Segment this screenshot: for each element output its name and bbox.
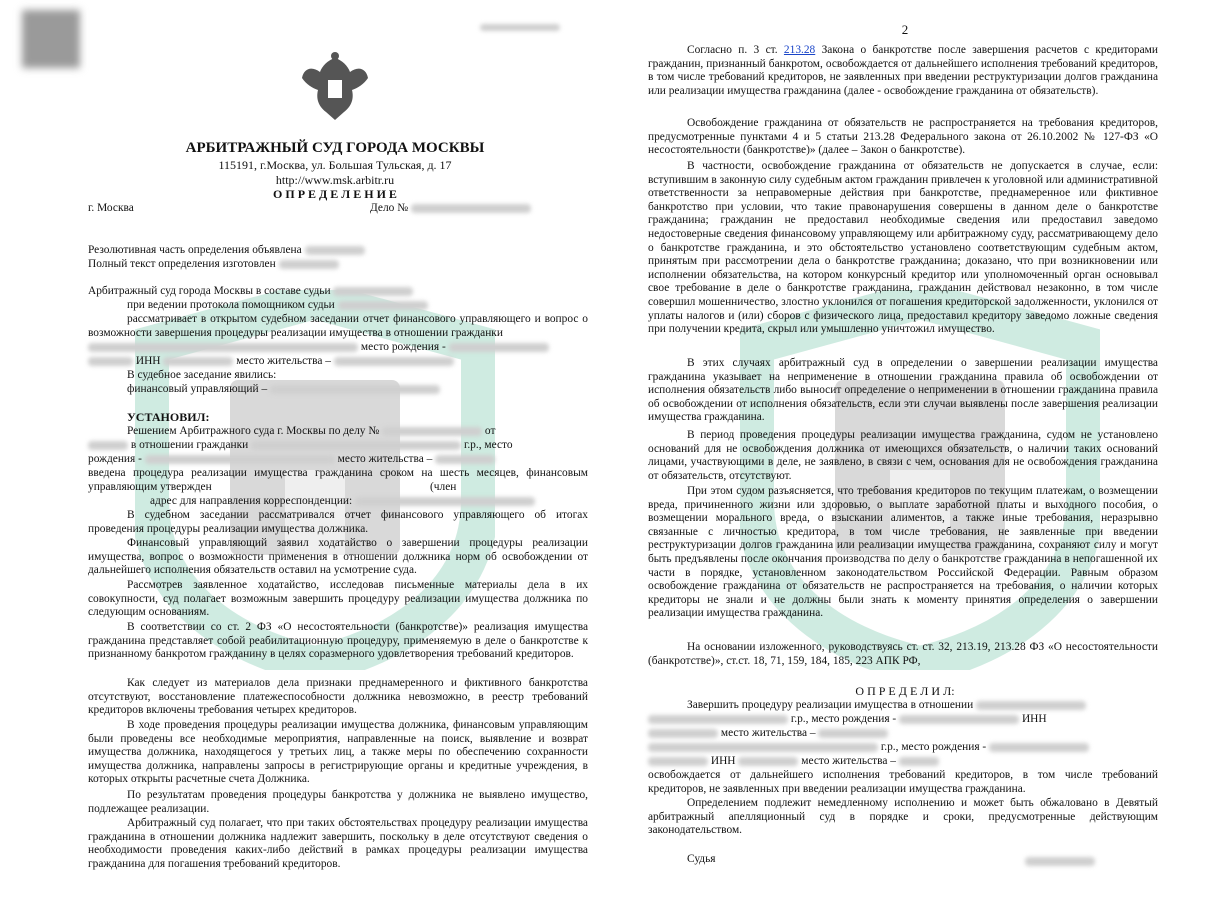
appeared: В судебное заседание явились: <box>127 369 277 381</box>
decision-a: Решением Арбитражного суда г. Москвы по делу № <box>127 425 380 437</box>
left-paragraph-5: Как следует из материалов дела признаки преднамеренного и фиктивного банкротства отсутствуют, восстановление платежеспособности должника невозможно, в реестр требований кредиторов включены требования четырех кредиторов. <box>88 677 588 717</box>
case-number-label <box>370 202 531 216</box>
decision-member: (член <box>430 481 457 493</box>
birthplace-line <box>88 341 588 355</box>
finish-b: г.р., место рождения - <box>790 713 897 725</box>
decision-line-1 <box>88 425 588 439</box>
right-paragraph-6: На основании изложенного, руководствуясь ст. ст. 32, 213.19, 213.28 ФЗ «О несостоятельности (банкротстве)», ст.ст. 18, 71, 159, 184, 185, 223 АПК РФ, <box>648 641 1158 667</box>
document-type: О П Р Е Д Е Л Е Н И Е <box>273 187 397 201</box>
court-composition: Арбитражный суд города Москвы в составе судьи <box>88 285 331 297</box>
left-paragraph-3: Рассмотрев заявленное ходатайство, исследовав письменные материалы дела в их совокупности, суд полагает возможным завершить процедуру реализации имущества должника по следующим основаниям. <box>88 579 588 619</box>
judge-label: Судья <box>687 853 716 865</box>
protocol-line <box>127 299 428 313</box>
law-article-link[interactable]: 213.28 <box>783 44 816 56</box>
p1-post: Закона о банкротстве после завершения расчетов с кредиторами гражданин, признанный банкротом, освобождается от дальнейшего исполнения требований кредиторов, в том числе требований кредиторов, не заявленных при введении реструктуризации долгов гражданина или реализации имущества гражданина (далее - освобождение гражданина от обязательств). <box>648 44 1158 97</box>
decided-heading: О П Р Е Д Е Л И Л: <box>855 684 955 698</box>
qr-code-icon <box>22 10 80 68</box>
court-address: 115191, г.Москва, ул. Большая Тульская, д. 17 <box>218 158 452 172</box>
considering-paragraph: рассматривает в открытом судебном заседании отчет финансового управляющего и вопрос о возможности завершения процедуры реализации имущества в отношении гражданки <box>88 313 588 339</box>
composition-line <box>88 285 413 299</box>
right-paragraph-5: При этом судом разъясняется, что требования кредиторов по текущим платежам, о возмещении вреда, причиненного жизни или здоровью, о выплате заработной платы и выходного пособия, о возмещении морального вреда, о взыскании алиментов, а также иные требования, неразрывно связанные с личностью кредитора, в том числе требования, не заявленные при введении реструктуризации долгов гражданина или реализации имущества гражданина, сохраняют силу и могут быть предъявлены после окончания производства по делу о банкротстве гражданина в непогашенной их части в порядке, установленном законодательством Российской Федерации. Равным образом освобождение гражданина от обязательств не распространяется на требования, о наличии которых кредиторы не знали и не должны были знать к моменту принятия определения о завершении реализации имущества гражданина. <box>648 485 1158 620</box>
decision-g: адрес для направления корреспонденции: <box>150 495 353 507</box>
right-paragraph-0 <box>648 44 1158 98</box>
fin-manager: финансовый управляющий – <box>127 383 268 395</box>
case-label: Дело № <box>370 202 409 214</box>
fin-manager-line <box>127 383 440 397</box>
right-paragraph-2: В частности, освобождение гражданина от обязательств не допускается в случае, если: вступившим в законную силу судебным актом гражданин привлечен к уголовной или административной ответственности за неправомерные действия при банкротстве, преднамеренное или фиктивное банкротство при условии, что такие правонарушения совершены в данном деле о банкротстве гражданина; гражданин не предоставил необходимые сведения или предоставил заведомо недостоверные сведения финансовому управляющему или арбитражному суду, рассматривающему дело о банкротстве гражданина, и это обстоятельство установлено соответствующим судебным актом, принятым при рассмотрении дела о банкротстве гражданина; доказано, что при возникновении или исполнении обязательства, на котором конкурсный кредитор или уполномоченный орган основывал свое требование в деле о банкротстве гражданина, гражданин действовал незаконно, в том числе совершил мошенничество, злостно уклонился от погашения кредиторской задолженности, уклонился от уплаты налогов и (или) сборов с физического лица, предоставил кредитору заведомо ложные сведения при получении кредита, скрыл или умышленно уничтожил имущество. <box>648 160 1158 336</box>
decision-b: в отношении гражданки <box>130 439 249 451</box>
decision-c: г.р., место <box>463 439 513 451</box>
decision-line-3 <box>88 453 588 467</box>
left-paragraph-4: В соответствии со ст. 2 ФЗ «О несостоятельности (банкротстве)» реализация имущества гражданина представляет собой реабилитационную процедуру, применяемую в деле о банкротстве к признанному банкротом гражданину в целях соразмерного удовлетворения требований кредиторов. <box>88 621 588 661</box>
left-paragraph-8: Арбитражный суд полагает, что при таких обстоятельствах процедуру реализации имущества гражданина в отношении должника надлежит завершить, поскольку в деле отсутствуют сведения о необходимости проведения каких-либо действий в рамках процедуры реализации имущества гражданина для погашения требований кредиторов. <box>88 817 588 870</box>
residence-label: место жительства – <box>236 355 331 367</box>
finish-f: место жительства – <box>801 755 896 767</box>
finish-line-4 <box>648 741 1158 755</box>
resolution-line <box>88 244 365 258</box>
decision-e: место жительства – <box>337 453 433 465</box>
finish-line-5 <box>648 755 1158 769</box>
finish-g: освобождается от дальнейшего исполнения требований кредиторов, в том числе требований кредиторов, не заявленных при введении реализации имущества гражданина. <box>648 769 1158 795</box>
decision-address-line <box>150 495 535 509</box>
established-heading: УСТАНОВИЛ: <box>127 410 210 424</box>
right-paragraph-3: В этих случаях арбитражный суд в определении о завершении реализации имущества гражданина указывает на неприменение в отношении гражданина правила об освобождении от исполнения обязательств либо выносит определение о неприменении в отношении гражданина правила об освобождении от исполнения обязательств, если эти случаи выявлены после завершения реализации имущества гражданина. <box>648 357 1158 424</box>
protocol: при ведении протокола помощником судьи <box>127 299 335 311</box>
court-website: http://www.msk.arbitr.ru <box>275 173 395 187</box>
finish-d: г.р., место рождения - <box>880 741 987 753</box>
page-number: 2 <box>901 22 909 37</box>
right-paragraph-1: Освобождение гражданина от обязательств не распространяется на требования кредиторов, предусмотренные пунктами 4 и 5 статьи 213.28 Федерального закона от 26.10.2002 № 127-ФЗ «О несостоятельности (банкротстве)» (далее – Закон о банкротстве). <box>648 117 1158 157</box>
finish-line-3 <box>648 727 1158 741</box>
left-paragraph-2: Финансовый управляющий заявил ходатайство о завершении процедуры реализации имущества, вопрос о возможности применения в отношении должника норм об освобождении от дальнейшего исполнения обязательств оставил на усмотрение суда. <box>88 537 588 577</box>
city: г. Москва <box>88 202 134 214</box>
birthplace-label: место рождения - <box>360 341 446 353</box>
decision-line-2 <box>88 439 588 453</box>
p1-pre: Согласно п. 3 ст. <box>687 44 778 56</box>
left-paragraph-6: В ходе проведения процедуры реализации имущества должника, финансовым управляющим были проведены все необходимые мероприятия, направленные на поиск, выявление и возврат имущества должника, находящегося у третьих лиц, а также меры по обеспечению сохранности имущества должника, направлены запросы в регистрирующие органы и кредитные учреждения, в которых открыты расчетные счета Должника. <box>88 719 588 786</box>
finish-a: Завершить процедуру реализации имущества в отношении <box>687 699 974 711</box>
resolution-announced: Резолютивная часть определения объявлена <box>88 244 302 256</box>
inn-label: ИНН <box>135 355 161 367</box>
court-title: АРБИТРАЖНЫЙ СУД ГОРОДА МОСКВЫ <box>185 140 485 156</box>
page-2 <box>605 0 1210 900</box>
finish-c: место жительства – <box>720 727 816 739</box>
inn-line <box>88 355 588 369</box>
finish-inn: ИНН <box>1021 713 1047 725</box>
right-paragraph-4: В период проведения процедуры реализации имущества гражданина, судом не установлено оснований для не освобождения должника от имеющихся обязательств, о наличии таких оснований лицами, участвующими в деле, не заявлено, в связи с чем, основания для не освобождения гражданина от обязательств, отсутствуют. <box>648 429 1158 482</box>
left-paragraph-1: В судебном заседании рассматривался отчет финансового управляющего об итогах проведения процедуры реализации имущества должника. <box>88 509 588 535</box>
decision-from: от <box>484 425 496 437</box>
final-paragraph: Определением подлежит немедленному исполнению и может быть обжаловано в Девятый арбитражный апелляционный суд в порядке и сроки, предусмотренные действующим законодательством. <box>648 797 1158 837</box>
coat-of-arms-icon <box>300 50 370 125</box>
finish-line-2 <box>648 713 1158 727</box>
finish-e: ИНН <box>710 755 736 767</box>
full-text-made: Полный текст определения изготовлен <box>88 258 276 270</box>
decision-f: введена процедура реализации имущества гражданина сроком на шесть месяцев, финансовым управляющим утвержден <box>88 467 588 493</box>
left-paragraph-7: По результатам проведения процедуры банкротства у должника не выявлено имущество, подлежащее реализации. <box>88 789 588 815</box>
decision-d: рождения - <box>88 453 142 465</box>
finish-line-1 <box>648 699 1158 713</box>
fulltext-line <box>88 258 339 272</box>
